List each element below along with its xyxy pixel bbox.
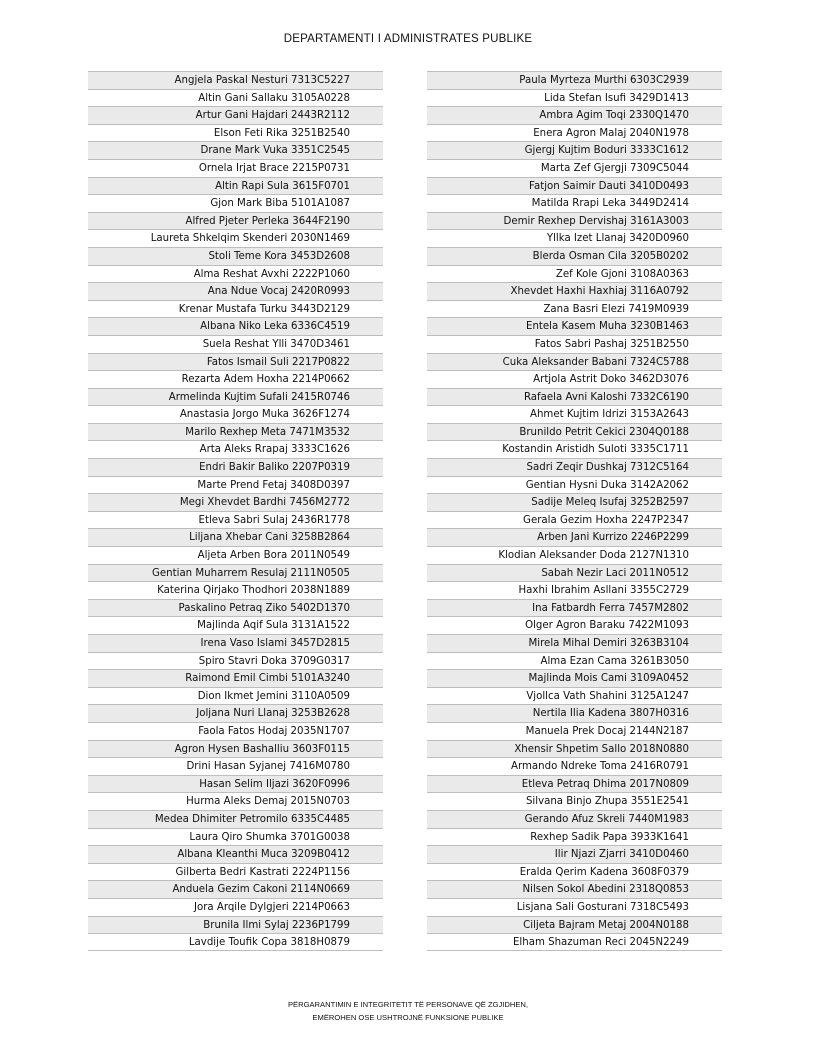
list-item: Marta Zef Gjergji 7309C5044 — [427, 159, 722, 177]
list-item: Gerala Gezim Hoxha 2247P2347 — [427, 511, 722, 529]
list-item: Gentian Muharrem Resulaj 2111N0505 — [88, 564, 383, 582]
list-item: Joljana Nuri Llanaj 3253B2628 — [88, 704, 383, 722]
list-item: Mirela Mihal Demiri 3263B3104 — [427, 634, 722, 652]
list-item: Etleva Sabri Sulaj 2436R1778 — [88, 511, 383, 529]
page-title: DEPARTAMENTI I ADMINISTRATES PUBLIKE — [283, 33, 533, 45]
list-item: Gjergj Kujtim Boduri 3333C1612 — [427, 141, 722, 159]
name-list-right-column — [427, 71, 722, 951]
list-item: Ambra Agim Toqi 2330Q1470 — [427, 106, 722, 124]
list-item: Blerda Osman Cila 3205B0202 — [427, 247, 722, 265]
footer-line-2: EMËROHEN OSE USHTROJNË FUNKSIONE PUBLIKE — [312, 1013, 504, 1022]
list-item: Fatjon Saimir Dauti 3410D0493 — [427, 177, 722, 195]
list-item: Lisjana Sali Gosturani 7318C5493 — [427, 898, 722, 916]
list-item: Xhevdet Haxhi Haxhiaj 3116A0792 — [427, 282, 722, 300]
list-item: Irena Vaso Islami 3457D2815 — [88, 634, 383, 652]
list-item: Marte Prend Fetaj 3408D0397 — [88, 476, 383, 494]
list-item: Vjollca Vath Shahini 3125A1247 — [427, 687, 722, 705]
list-item: Albana Niko Leka 6336C4519 — [88, 317, 383, 335]
list-item: Marilo Rexhep Meta 7471M3532 — [88, 423, 383, 441]
list-item: Xhensir Shpetim Sallo 2018N0880 — [427, 740, 722, 758]
list-item: Entela Kasem Muha 3230B1463 — [427, 317, 722, 335]
list-item: Liljana Xhebar Cani 3258B2864 — [88, 528, 383, 546]
list-item: Alma Reshat Avxhi 2222P1060 — [88, 265, 383, 283]
list-item: Agron Hysen Bashalliu 3603F0115 — [88, 740, 383, 758]
list-item: Laura Qiro Shumka 3701G0038 — [88, 828, 383, 846]
list-item: Elson Feti Rika 3251B2540 — [88, 124, 383, 142]
list-item: Paula Myrteza Murthi 6303C2939 — [427, 71, 722, 89]
list-item: Alma Ezan Cama 3261B3050 — [427, 652, 722, 670]
list-item: Sadije Meleq Isufaj 3252B2597 — [427, 493, 722, 511]
list-item: Eralda Qerim Kadena 3608F0379 — [427, 863, 722, 881]
list-item: Gilberta Bedri Kastrati 2224P1156 — [88, 863, 383, 881]
list-item: Manuela Prek Docaj 2144N2187 — [427, 722, 722, 740]
list-item: Ornela Irjat Brace 2215P0731 — [88, 159, 383, 177]
list-item: Fatos Sabri Pashaj 3251B2550 — [427, 335, 722, 353]
name-list-left-column — [88, 71, 383, 951]
list-item: Olger Agron Baraku 7422M1093 — [427, 616, 722, 634]
list-item: Suela Reshat Ylli 3470D3461 — [88, 335, 383, 353]
list-item: Silvana Binjo Zhupa 3551E2541 — [427, 792, 722, 810]
list-item: Drini Hasan Syjanej 7416M0780 — [88, 757, 383, 775]
list-item: Laureta Shkelqim Skenderi 2030N1469 — [88, 229, 383, 247]
list-item: Altin Gani Sallaku 3105A0228 — [88, 89, 383, 107]
list-item: Rexhep Sadik Papa 3933K1641 — [427, 828, 722, 846]
list-item: Lida Stefan Isufi 3429D1413 — [427, 89, 722, 107]
list-item: Endri Bakir Baliko 2207P0319 — [88, 458, 383, 476]
list-item: Sabah Nezir Laci 2011N0512 — [427, 564, 722, 582]
list-item: Armando Ndreke Toma 2416R0791 — [427, 757, 722, 775]
list-item: Majlinda Mois Cami 3109A0452 — [427, 669, 722, 687]
list-item: Ana Ndue Vocaj 2420R0993 — [88, 282, 383, 300]
list-item: Demir Rexhep Dervishaj 3161A3003 — [427, 212, 722, 230]
list-item: Rafaela Avni Kaloshi 7332C6190 — [427, 388, 722, 406]
list-item: Ina Fatbardh Ferra 7457M2802 — [427, 599, 722, 617]
list-item: Jora Arqile Dylgjeri 2214P0663 — [88, 898, 383, 916]
list-item: Hasan Selim Iljazi 3620F0996 — [88, 775, 383, 793]
list-item: Zef Kole Gjoni 3108A0363 — [427, 265, 722, 283]
list-item: Gerando Afuz Skreli 7440M1983 — [427, 810, 722, 828]
list-item: Raimond Emil Cimbi 5101A3240 — [88, 669, 383, 687]
list-item: Matilda Rrapi Leka 3449D2414 — [427, 194, 722, 212]
list-item: Paskalino Petraq Ziko 5402D1370 — [88, 599, 383, 617]
list-item: Ciljeta Bajram Metaj 2004N0188 — [427, 916, 722, 934]
list-item: Majlinda Aqif Sula 3131A1522 — [88, 616, 383, 634]
list-item: Gentian Hysni Duka 3142A2062 — [427, 476, 722, 494]
list-item: Albana Kleanthi Muca 3209B0412 — [88, 845, 383, 863]
list-item: Artur Gani Hajdari 2443R2112 — [88, 106, 383, 124]
list-item: Cuka Aleksander Babani 7324C5788 — [427, 353, 722, 371]
list-item: Drane Mark Vuka 3351C2545 — [88, 141, 383, 159]
list-item: Krenar Mustafa Turku 3443D2129 — [88, 300, 383, 318]
list-item: Klodian Aleksander Doda 2127N1310 — [427, 546, 722, 564]
list-item: Anduela Gezim Cakoni 2114N0669 — [88, 880, 383, 898]
footer-line-1: PËRGARANTIMIN E INTEGRITETIT TË PERSONAVE QË ZGJIDHEN, — [287, 1000, 529, 1009]
list-item: Megi Xhevdet Bardhi 7456M2772 — [88, 493, 383, 511]
list-item: Artjola Astrit Doko 3462D3076 — [427, 370, 722, 388]
list-item: Katerina Qirjako Thodhori 2038N1889 — [88, 581, 383, 599]
list-item: Enera Agron Malaj 2040N1978 — [427, 124, 722, 142]
list-item: Gjon Mark Biba 5101A1087 — [88, 194, 383, 212]
list-item: Aljeta Arben Bora 2011N0549 — [88, 546, 383, 564]
list-item: Nilsen Sokol Abedini 2318Q0853 — [427, 880, 722, 898]
list-item: Etleva Petraq Dhima 2017N0809 — [427, 775, 722, 793]
list-item: Brunila Ilmi Sylaj 2236P1799 — [88, 916, 383, 934]
list-item: Arta Aleks Rrapaj 3333C1626 — [88, 440, 383, 458]
list-item: Arben Jani Kurrizo 2246P2299 — [427, 528, 722, 546]
list-item: Angjela Paskal Nesturi 7313C5227 — [88, 71, 383, 89]
list-item: Ahmet Kujtim Idrizi 3153A2643 — [427, 405, 722, 423]
list-item: Rezarta Adem Hoxha 2214P0662 — [88, 370, 383, 388]
list-item: Anastasia Jorgo Muka 3626F1274 — [88, 405, 383, 423]
list-item: Nertila Ilia Kadena 3807H0316 — [427, 704, 722, 722]
list-item: Stoli Teme Kora 3453D2608 — [88, 247, 383, 265]
footer — [0, 998, 816, 1024]
list-item: Elham Shazuman Reci 2045N2249 — [427, 933, 722, 951]
list-item: Ilir Njazi Zjarri 3410D0460 — [427, 845, 722, 863]
list-item: Kostandin Aristidh Suloti 3335C1711 — [427, 440, 722, 458]
list-item: Armelinda Kujtim Sufali 2415R0746 — [88, 388, 383, 406]
list-item: Yllka Izet Llanaj 3420D0960 — [427, 229, 722, 247]
list-item: Haxhi Ibrahim Asllani 3355C2729 — [427, 581, 722, 599]
list-item: Brunildo Petrit Cekici 2304Q0188 — [427, 423, 722, 441]
list-item: Dion Ikmet Jemini 3110A0509 — [88, 687, 383, 705]
list-item: Faola Fatos Hodaj 2035N1707 — [88, 722, 383, 740]
list-item: Medea Dhimiter Petromilo 6335C4485 — [88, 810, 383, 828]
list-item: Sadri Zeqir Dushkaj 7312C5164 — [427, 458, 722, 476]
list-item: Alfred Pjeter Perleka 3644F2190 — [88, 212, 383, 230]
list-item: Zana Basri Elezi 7419M0939 — [427, 300, 722, 318]
list-item: Fatos Ismail Suli 2217P0822 — [88, 353, 383, 371]
list-item: Lavdije Toufik Copa 3818H0879 — [88, 933, 383, 951]
list-item: Hurma Aleks Demaj 2015N0703 — [88, 792, 383, 810]
list-item: Spiro Stavri Doka 3709G0317 — [88, 652, 383, 670]
list-item: Altin Rapi Sula 3615F0701 — [88, 177, 383, 195]
